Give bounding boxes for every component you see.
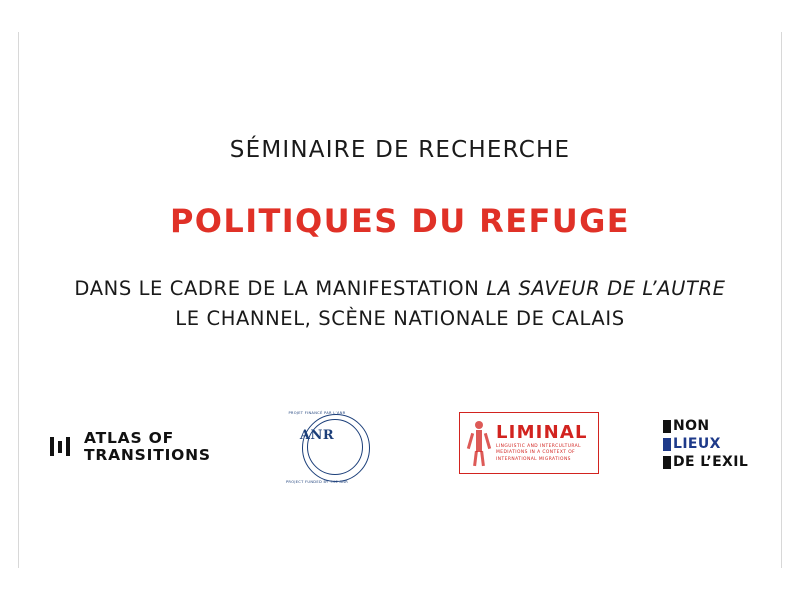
- liminal-figure-icon: [468, 421, 490, 467]
- page-title: POLITIQUES DU REFUGE: [169, 202, 631, 240]
- liminal-wordmark: LIMINAL: [496, 422, 588, 443]
- subtitle-prefix: DANS LE CADRE DE LA MANIFESTATION: [74, 277, 487, 300]
- anr-seal-icon: [302, 414, 370, 482]
- bottom-margin-band: [0, 570, 800, 600]
- nonlieux-square-icon-2: [663, 456, 671, 469]
- slide-canvas: [18, 32, 782, 568]
- top-margin-band: [0, 0, 800, 30]
- anr-logo: [284, 402, 394, 492]
- liminal-logo: [449, 402, 609, 492]
- liminal-frame: [459, 412, 599, 474]
- nonlieux-line-2: LIEUX: [673, 436, 721, 452]
- subtitle-event-name: LA SAVEUR DE L’AUTRE: [486, 277, 726, 300]
- atlas-logo-line-1: ATLAS OF: [84, 429, 174, 447]
- non-lieux-de-l-exil-logo: [649, 402, 779, 492]
- anr-acronym: ANR: [299, 428, 335, 443]
- nonlieux-line-3: DE L’EXIL: [673, 454, 749, 470]
- liminal-tagline: LINGUISTIC AND INTERCULTURAL MEDIATIONS IN A CONTEXT OF INTERNATIONAL MIGRATIONS: [496, 444, 582, 462]
- nonlieux-line-1: NON: [673, 418, 710, 434]
- anr-arc-top-text: PROJET FINANCÉ PAR L’ANR: [288, 411, 346, 415]
- subtitle-line-2: LE CHANNEL, SCÈNE NATIONALE DE CALAIS: [175, 307, 625, 330]
- atlas-bars-icon: [49, 434, 75, 460]
- nonlieux-square-blue-icon: [663, 438, 671, 451]
- nonlieux-square-icon: [663, 420, 671, 433]
- subtitle-line-1: [19, 277, 781, 300]
- seminar-label: SÉMINAIRE DE RECHERCHE: [229, 137, 571, 163]
- logo-row: [19, 402, 781, 492]
- atlas-logo-line-2: TRANSITIONS: [84, 446, 211, 464]
- atlas-of-transitions-logo: [39, 402, 229, 492]
- anr-arc-bottom-text: PROJECT FUNDED BY THE ANR: [285, 480, 349, 484]
